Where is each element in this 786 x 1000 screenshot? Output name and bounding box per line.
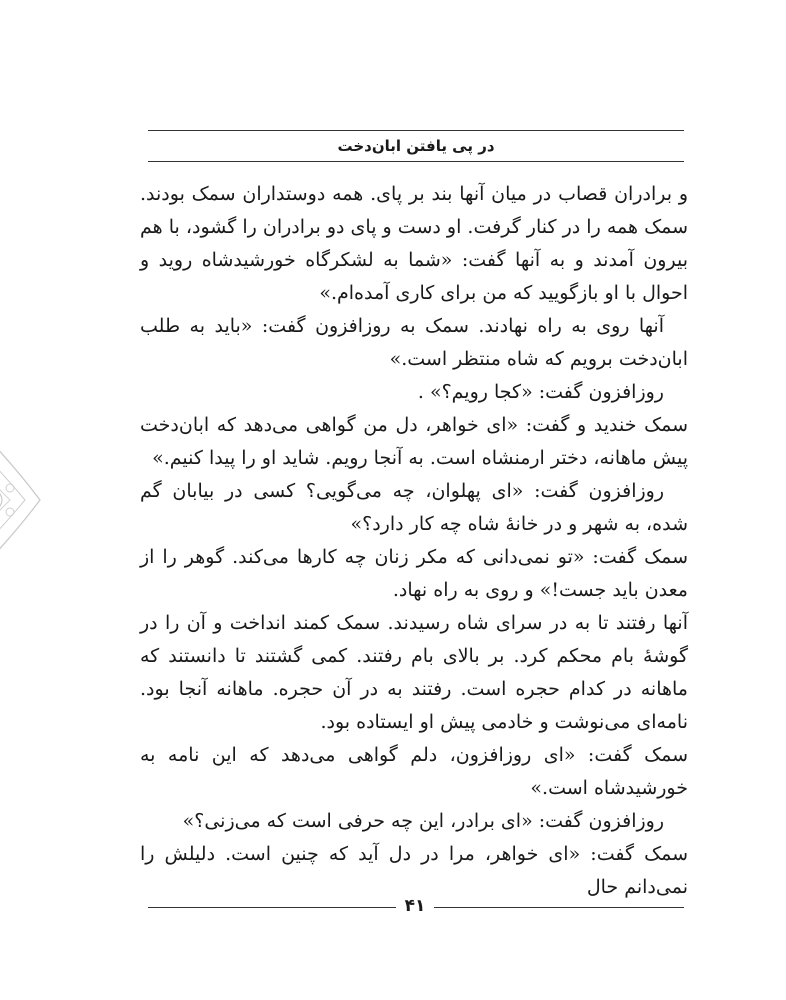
footer-rule-left — [148, 907, 396, 908]
paragraph: روزافزون گفت: «ای برادر، این چه حرفی است که می‌زنی؟» — [182, 810, 664, 832]
arabesque-ornament — [0, 400, 44, 600]
paragraph: روزافزون گفت: «کجا رویم؟» . — [417, 381, 664, 403]
paragraph: آنها رفتند تا به در سرای شاه رسیدند. سمک کمند انداخت و آن را در گوشۀ بام محکم کرد. بر بالای بام رفتند. کمی گشتند تا دانستند که ماهانه در کدام حجره است. رفتند به در آن حجره. ماهانه آنجا بود. نامه‌ای می‌نوشت و خادمی پیش او ایستاده بود. — [140, 612, 688, 733]
footer-rule-right — [434, 907, 684, 908]
header-top-rule — [148, 130, 684, 131]
paragraph: سمک گفت: «تو نمی‌دانی که مکر زنان چه کارها می‌کند. گوهر را از معدن باید جست!» و روی به راه نهاد. — [140, 546, 688, 601]
paragraph: سمک گفت: «ای خواهر، مرا در دل آید که چنین است. دلیلش را نمی‌دانم حال — [140, 843, 688, 898]
paragraph: روزافزون گفت: «ای پهلوان، چه می‌گویی؟ کسی در بیابان گم شده، به شهر و در خانۀ شاه چه کار دارد؟» — [140, 480, 688, 535]
paragraph: و برادران قصاب در میان آنها بند بر پای. همه دوستداران سمک بودند. سمک همه را در کنار گرفت. او دست و پای دو برادران را گشود، با هم بیرون آمدند و به آنها گفت: «شما به لشکرگاه خورشیدشاه روید و احوال با او بازگویید که من برای کاری آمده‌ام.» — [140, 183, 688, 304]
paragraph: سمک گفت: «ای روزافزون، دلم گواهی می‌دهد که این نامه به خورشیدشاه است.» — [140, 744, 688, 799]
running-head: در پی یافتن ابان‌دخت — [337, 137, 495, 155]
page-number: ۴۱ — [404, 896, 426, 916]
paragraph: سمک خندید و گفت: «ای خواهر، دل من گواهی می‌دهد که ابان‌دخت پیش ماهانه، دختر ارمنشاه است. به آنجا رویم. شاید او را پیدا کنیم.» — [140, 414, 688, 469]
header-bottom-rule — [148, 161, 684, 162]
body-text — [140, 178, 688, 904]
paragraph: آنها روی به راه نهادند. سمک به روزافزون گفت: «باید به طلب ابان‌دخت برویم که شاه منتظر است.» — [140, 315, 688, 370]
